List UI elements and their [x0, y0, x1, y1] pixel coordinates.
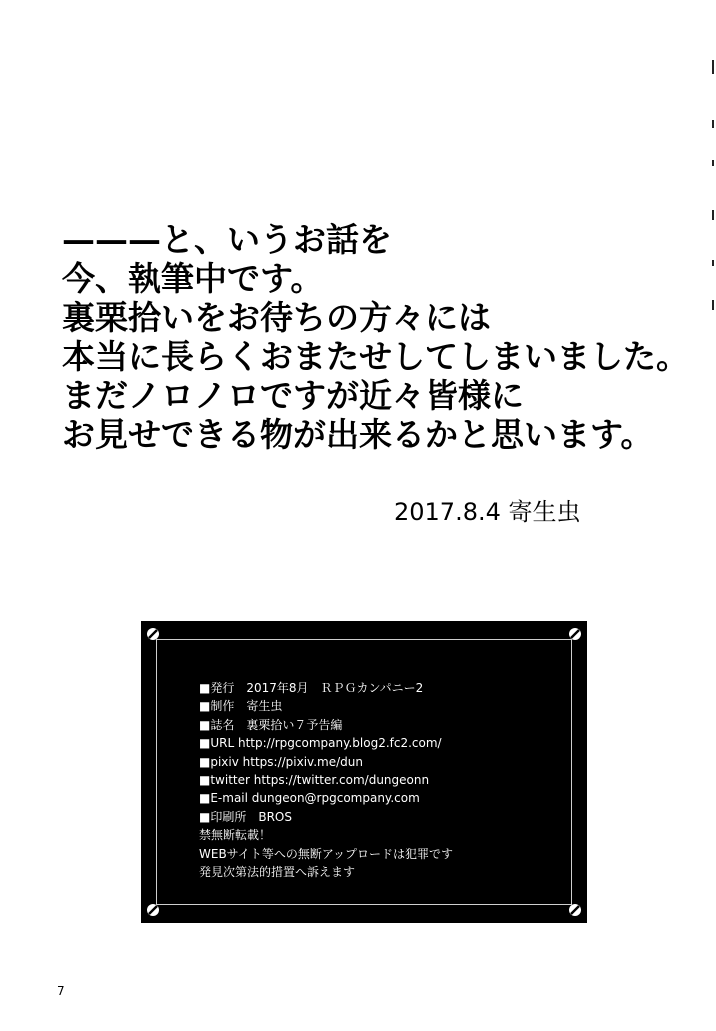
- date-signature: 2017.8.4 寄生虫: [394, 498, 581, 526]
- colophon-pixiv-line: ■pixiv https://pixiv.me/dun: [199, 754, 363, 769]
- colophon-printer-line: ■印刷所 BROS: [199, 809, 292, 824]
- colophon-email-line: ■E-mail dungeon@rpgcompany.com: [199, 791, 420, 806]
- colophon-author-line: ■制作 寄生虫: [199, 699, 283, 714]
- page-number: 7: [57, 984, 65, 998]
- message-line: お見せできる物が出来るかと思います。: [62, 415, 654, 454]
- screw-icon: [568, 903, 582, 917]
- screw-icon: [146, 903, 160, 917]
- colophon-publish-line: ■発行 2017年8月 ＲＰＧカンパニー2: [199, 681, 424, 695]
- message-line: 今、執筆中です。: [62, 259, 324, 298]
- screw-icon: [568, 627, 582, 641]
- colophon-title-line: ■誌名 裏栗拾い７予告編: [199, 717, 343, 732]
- colophon-box: [141, 621, 587, 923]
- main-message: [62, 220, 702, 454]
- screw-icon: [146, 627, 160, 641]
- colophon-notice-line: WEBサイト等への無断アップロードは犯罪です: [199, 846, 454, 861]
- colophon-text: [199, 679, 453, 881]
- message-line: ———と、いうお話を: [62, 220, 392, 259]
- colophon-twitter-line: ■twitter https://twitter.com/dungeonn: [199, 773, 430, 788]
- page-edge-marks: [708, 60, 716, 320]
- message-line: 裏栗拾いをお待ちの方々には: [62, 298, 491, 337]
- message-line: まだノロノロですが近々皆様に: [62, 376, 524, 415]
- message-line: 本当に長らくおまたせしてしまいました。: [62, 337, 689, 376]
- colophon-notice-line: 発見次第法的措置へ訴えます: [199, 865, 356, 880]
- colophon-notice-line: 禁無断転載！: [199, 828, 272, 843]
- colophon-url-line: ■URL http://rpgcompany.blog2.fc2.com/: [199, 736, 442, 751]
